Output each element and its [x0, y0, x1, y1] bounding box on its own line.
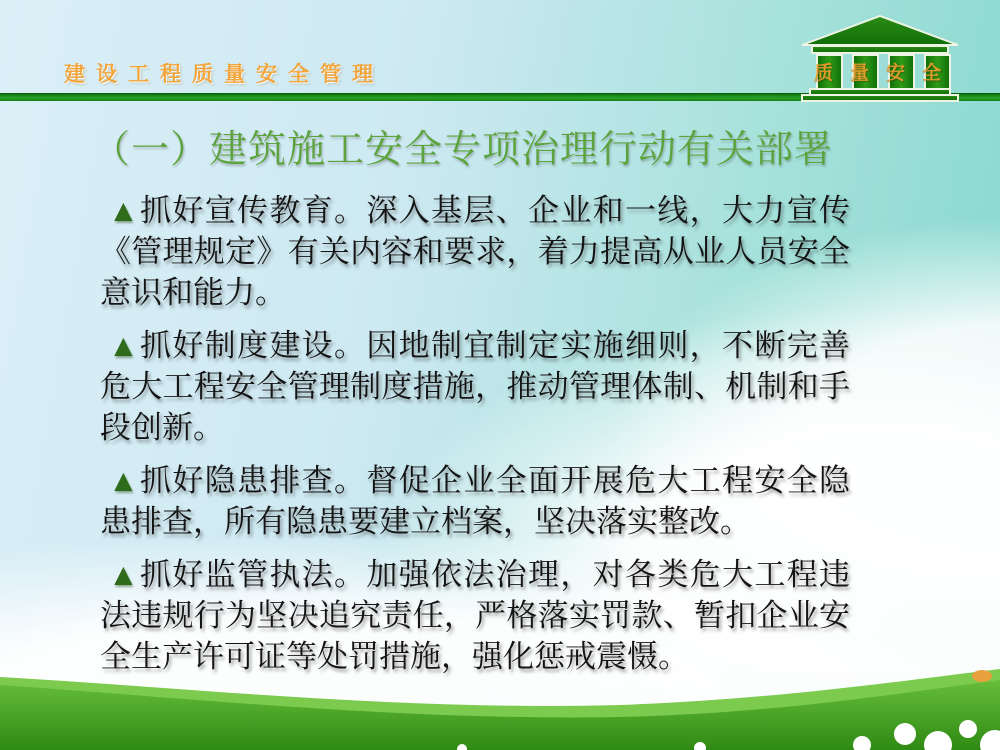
logo-text: 质量安全: [814, 63, 959, 84]
triangle-bullet-icon: ▲: [108, 328, 141, 363]
quality-safety-logo: [798, 14, 962, 102]
slide-title: （一）建筑施工安全专项治理行动有关部署: [92, 129, 834, 171]
bullet-item: [100, 325, 850, 448]
bullet-text: 抓好隐患排查。督促企业全面开展危大工程安全隐患排查，所有隐患要建立档案，坚决落实整改。: [100, 463, 850, 539]
bullet-list: [100, 190, 850, 689]
triangle-bullet-icon: ▲: [108, 463, 141, 498]
bullet-text: 抓好监管执法。加强依法治理，对各类危大工程违法违规行为坚决追究责任，严格落实罚款、暂扣企业安全生产许可证等处罚措施，强化惩戒震慑。: [100, 557, 850, 674]
bullet-text: 抓好宣传教育。深入基层、企业和一线，大力宣传《管理规定》有关内容和要求，着力提高从业人员安全意识和能力。: [100, 193, 850, 310]
triangle-bullet-icon: ▲: [108, 193, 141, 228]
triangle-bullet-icon: ▲: [108, 557, 141, 592]
bullet-text: 抓好制度建设。因地制宜制定实施细则，不断完善危大工程安全管理制度措施，推动管理体制、机制和手段创新。: [100, 328, 850, 445]
header-brand-text: 建设工程质量安全管理: [64, 63, 384, 86]
grass-hills-graphic: [0, 655, 1000, 750]
ladybug-icon: [972, 670, 992, 682]
bullet-item: [100, 460, 850, 542]
bullet-item: [100, 190, 850, 313]
